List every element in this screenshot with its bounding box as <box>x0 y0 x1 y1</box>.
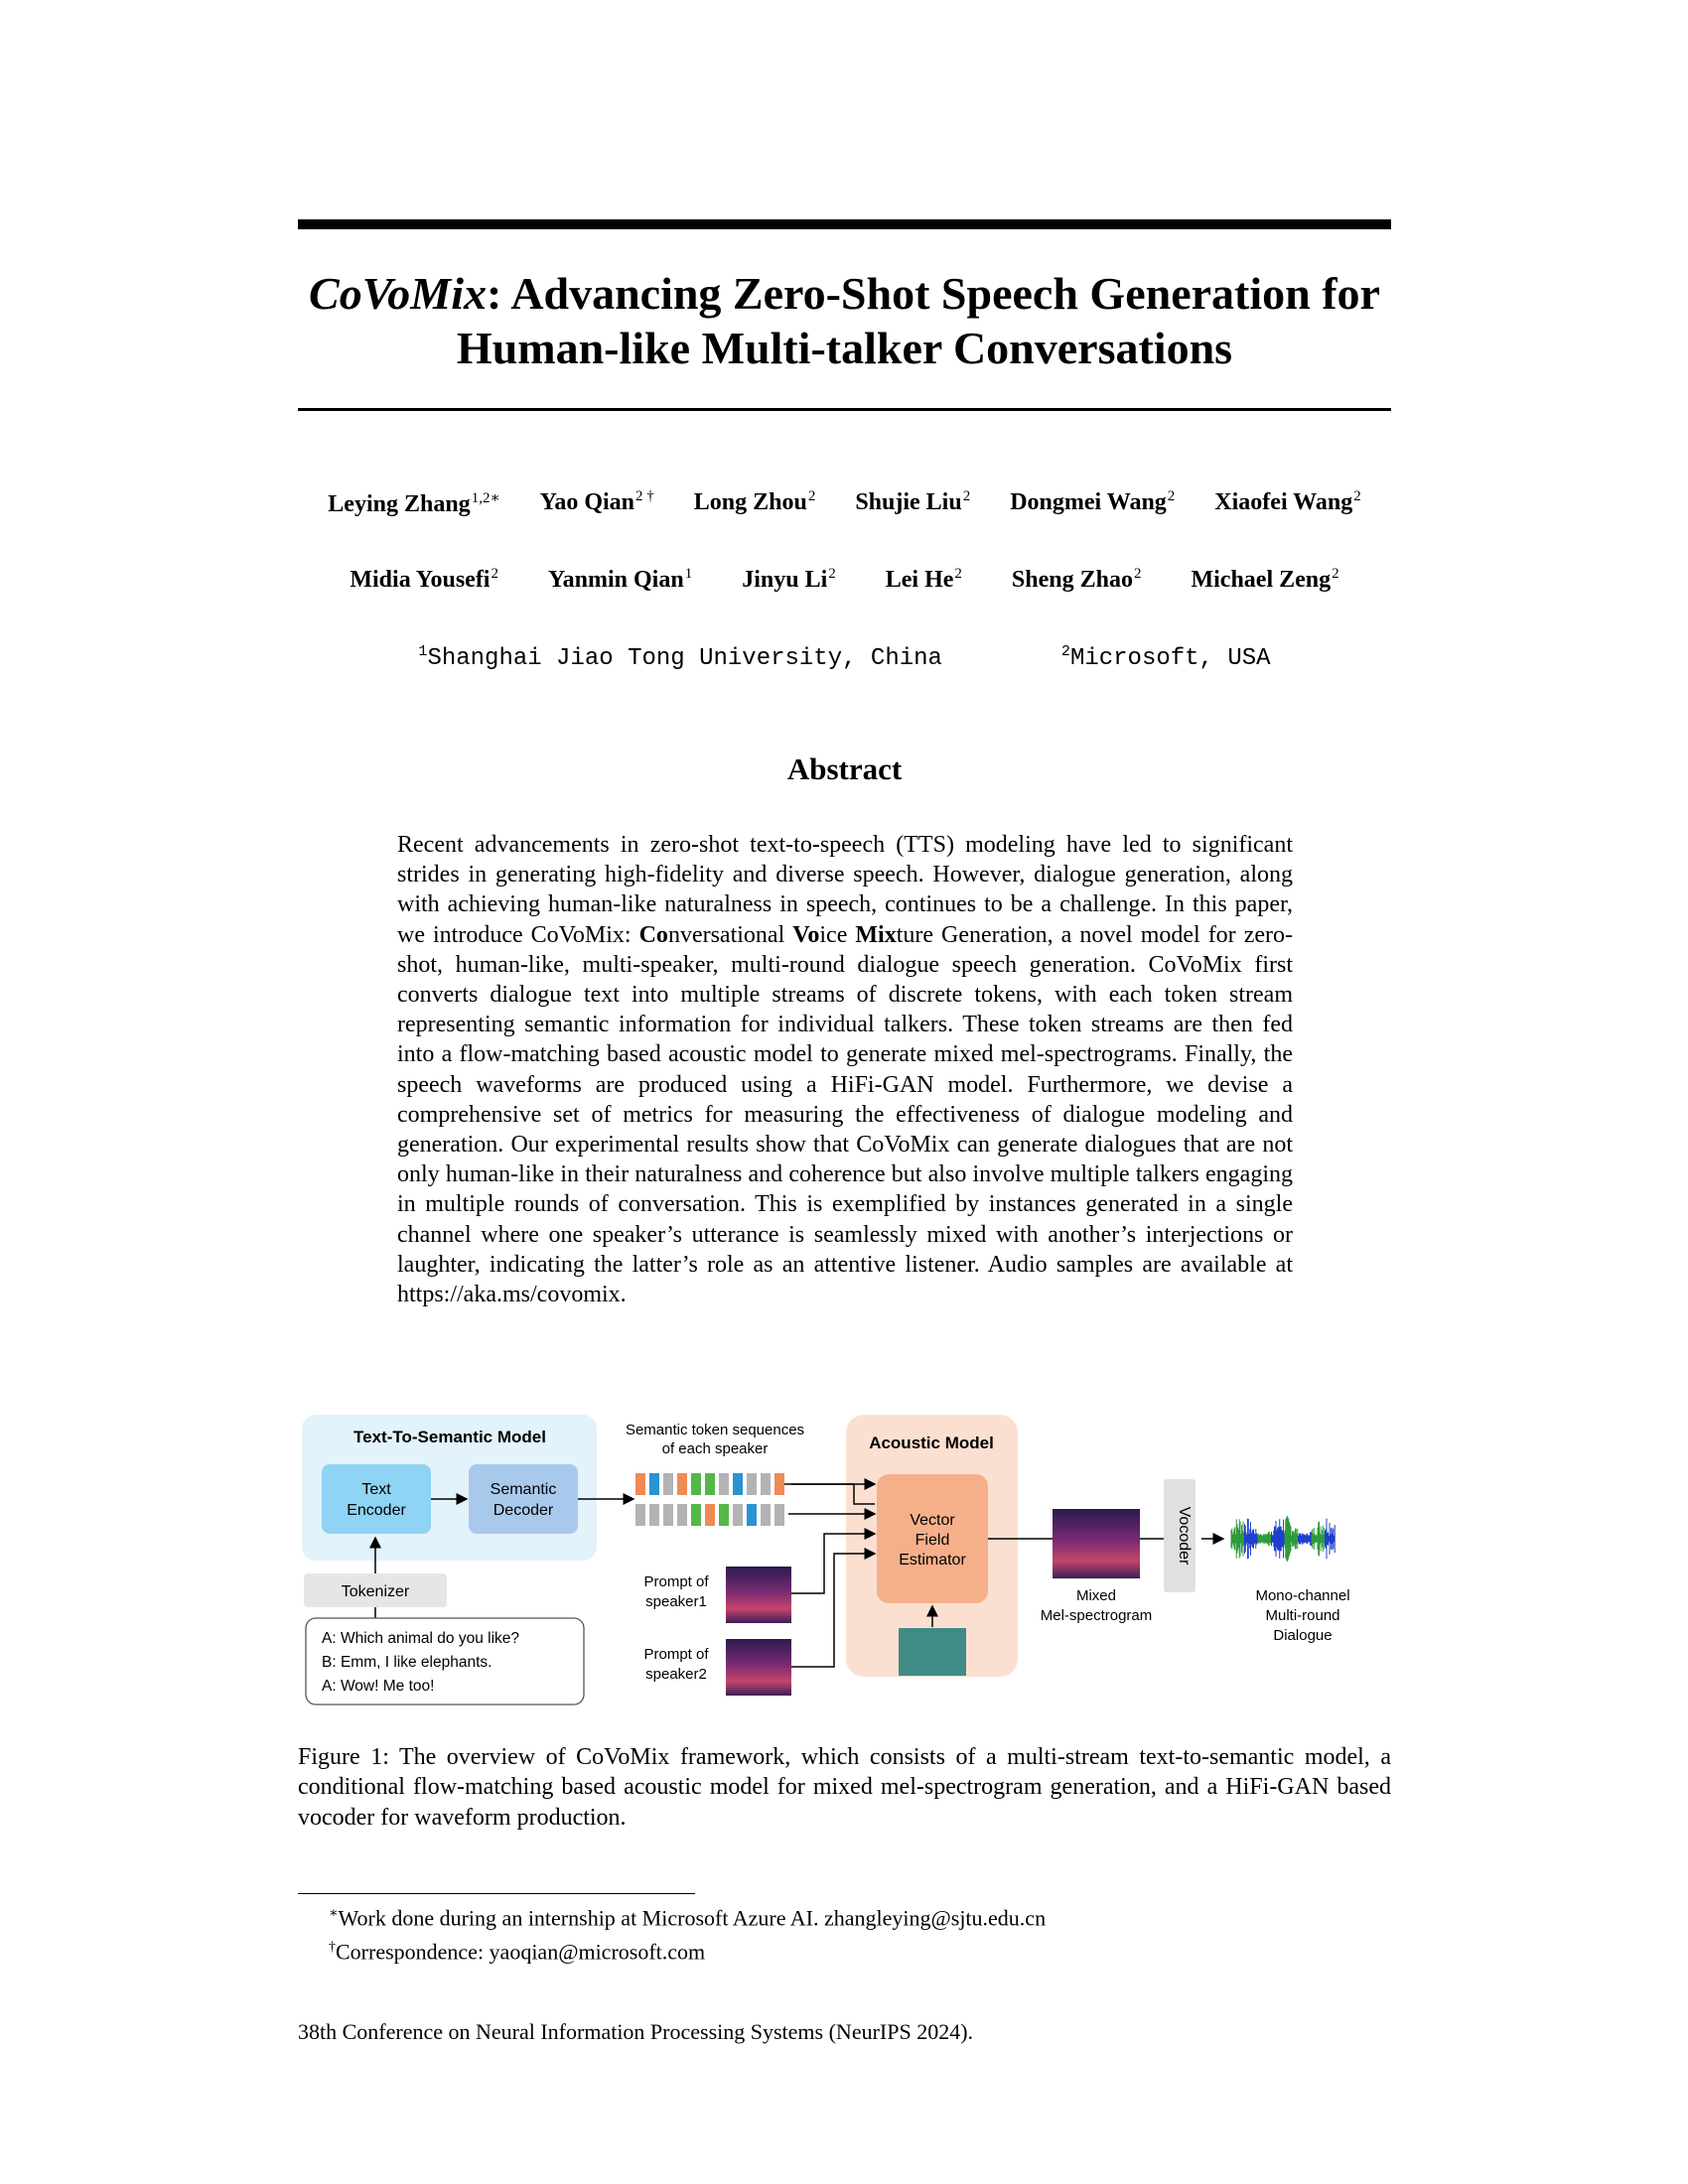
author: Midia Yousefi$^2$ <box>350 566 498 593</box>
title-bottom-rule <box>298 408 1391 411</box>
semantic-token <box>719 1504 729 1526</box>
text-encoder-label: Encoder <box>347 1502 406 1519</box>
footnote: ∗Work done during an internship at Microsoft Azure AI. zhangleying@sjtu.edu.cn <box>329 1905 1047 1931</box>
author: Xiaofei Wang$^2$ <box>1214 488 1361 515</box>
vocoder-label: Vocoder <box>1176 1506 1193 1566</box>
semantic-token <box>691 1473 701 1495</box>
semantic-decoder-label: Semantic <box>490 1481 557 1498</box>
acoustic-title: Acoustic Model <box>869 1433 994 1452</box>
framework-figure <box>298 1415 1391 1727</box>
venue-footer: 38th Conference on Neural Information Processing Systems (NeurIPS 2024). <box>298 2019 974 2044</box>
vfe-label: Vector <box>910 1512 955 1529</box>
footnote-rule <box>298 1893 695 1894</box>
author: Lei He$^2$ <box>885 566 962 593</box>
tokenizer-label: Tokenizer <box>341 1583 410 1600</box>
author: Long Zhou$^2$ <box>693 488 816 515</box>
vfe-label: Estimator <box>899 1552 966 1569</box>
author: Yanmin Qian$^1$ <box>547 566 693 593</box>
paper-title <box>298 266 1391 375</box>
output-waveform <box>1231 1516 1335 1562</box>
affiliation: $^2$Microsoft, USA <box>1060 643 1271 672</box>
semantic-token <box>733 1504 743 1526</box>
semantic-token <box>635 1504 645 1526</box>
semantic-token <box>677 1504 687 1526</box>
dialogue-line: B: Emm, I like elephants. <box>322 1654 492 1671</box>
framework-diagram <box>298 1415 1391 1727</box>
output-label: Dialogue <box>1273 1627 1333 1644</box>
semantic-token <box>774 1504 784 1526</box>
semantic-token <box>761 1473 771 1495</box>
semantic-tokens-label: of each speaker <box>661 1440 769 1457</box>
author: Shujie Liu$^2$ <box>855 488 971 515</box>
semantic-token <box>677 1473 687 1495</box>
text-encoder-box <box>322 1464 431 1534</box>
title-line2: Human-like Multi-talker Conversations <box>456 323 1233 373</box>
affiliations <box>298 643 1391 672</box>
dialogue-line: A: Wow! Me too! <box>322 1678 435 1695</box>
prompt1-spectrogram <box>726 1567 791 1623</box>
figure-caption: Figure 1: The overview of CoVoMix framework, which consists of a multi-stream text-to-semantic model, a conditional flow-matching based acoustic model for mixed mel-spectrogram generation, and a HiFi-GAN based vocoder for waveform production. <box>298 1744 1391 1831</box>
semantic-token <box>635 1473 645 1495</box>
semantic-token <box>733 1473 743 1495</box>
abstract-heading: Abstract <box>786 751 903 786</box>
text-encoder-label: Text <box>361 1481 391 1498</box>
semantic-decoder-box <box>469 1464 578 1534</box>
footnotes <box>329 1899 1391 1968</box>
footnote: †Correspondence: yaoqian@microsoft.com <box>329 1939 706 1965</box>
author: Jinyu Li$^2$ <box>742 566 836 593</box>
semantic-tokens-label: Semantic token sequences <box>625 1422 805 1438</box>
semantic-decoder-label: Decoder <box>492 1502 554 1519</box>
mixed-mel-spectrogram <box>1053 1509 1140 1578</box>
semantic-token <box>761 1504 771 1526</box>
token-row-speaker2 <box>635 1504 784 1526</box>
title-line1: : Advancing Zero-Shot Speech Generation for <box>486 268 1380 319</box>
output-label: Mono-channel <box>1255 1587 1350 1604</box>
semantic-token <box>649 1473 659 1495</box>
author: Sheng Zhao$^2$ <box>1011 566 1142 593</box>
prompt2-spectrogram <box>726 1639 791 1696</box>
tts-title: Text-To-Semantic Model <box>353 1428 546 1446</box>
semantic-token <box>747 1473 757 1495</box>
semantic-token <box>691 1504 701 1526</box>
prompt1-label: speaker1 <box>645 1593 707 1610</box>
author: Michael Zeng$^2$ <box>1191 566 1339 593</box>
dialogue-line: A: Which animal do you like? <box>322 1630 520 1647</box>
author: Leying Zhang$^{1,2∗}$ <box>328 490 500 517</box>
token-row-speaker1 <box>635 1473 784 1495</box>
semantic-token <box>649 1504 659 1526</box>
title-top-rule <box>298 219 1391 229</box>
prompt2-label: Prompt of <box>643 1646 709 1663</box>
semantic-token <box>747 1504 757 1526</box>
semantic-token <box>663 1504 673 1526</box>
vfe-label: Field <box>914 1532 950 1549</box>
semantic-token <box>663 1473 673 1495</box>
title-italic: CoVoMix <box>309 268 487 319</box>
prompt2-label: speaker2 <box>645 1666 707 1683</box>
abstract-body: Recent advancements in zero-shot text-to-speech (TTS) modeling have led to significant strides in generating high-fidelity and diverse speech. However, dialogue generation, along with achieving human-like naturalness in speech, continues to be a challenge. In this paper, we introduce CoVoMix: Conversational Voice Mixture Generation, a novel model for zero-shot, human-like, multi-speaker, multi-round dialogue speech generation. CoVoMix first converts dialogue text into multiple streams of discrete tokens, with each token stream representing semantic information for individual talkers. These token streams are then fed into a flow-matching based acoustic model to generate mixed mel-spectrograms. Finally, the speech waveforms are produced using a HiFi-GAN model. Furthermore, we devise a comprehensive set of metrics for measuring the effectiveness of dialogue modeling and generation. Our experimental results show that CoVoMix can generate dialogues that are not only human-like in their naturalness and coherence but also involve multiple talkers engaging in multiple rounds of conversation. This is exemplified by instances generated in a single channel where one speaker’s utterance is seamlessly mixed with another’s interjections or laughter, indicating the latter’s role as an attentive listener. Audio samples are available at https://aka.ms/covomix. <box>397 832 1293 1308</box>
prompt1-label: Prompt of <box>643 1573 709 1590</box>
author: Yao Qian$^{2 \dagger}$ <box>539 488 654 515</box>
semantic-token <box>719 1473 729 1495</box>
noise-input <box>899 1628 966 1676</box>
output-label: Multi-round <box>1265 1607 1340 1624</box>
authors-row-2 <box>298 566 1391 594</box>
affiliation: $^1$Shanghai Jiao Tong University, China <box>418 643 942 672</box>
authors-row-1 <box>298 488 1391 518</box>
semantic-token <box>705 1504 715 1526</box>
semantic-token <box>774 1473 784 1495</box>
semantic-token <box>705 1473 715 1495</box>
author: Dongmei Wang$^2$ <box>1010 488 1176 515</box>
mixed-label: Mixed <box>1075 1587 1117 1604</box>
mixed-label: Mel-spectrogram <box>1040 1607 1153 1624</box>
